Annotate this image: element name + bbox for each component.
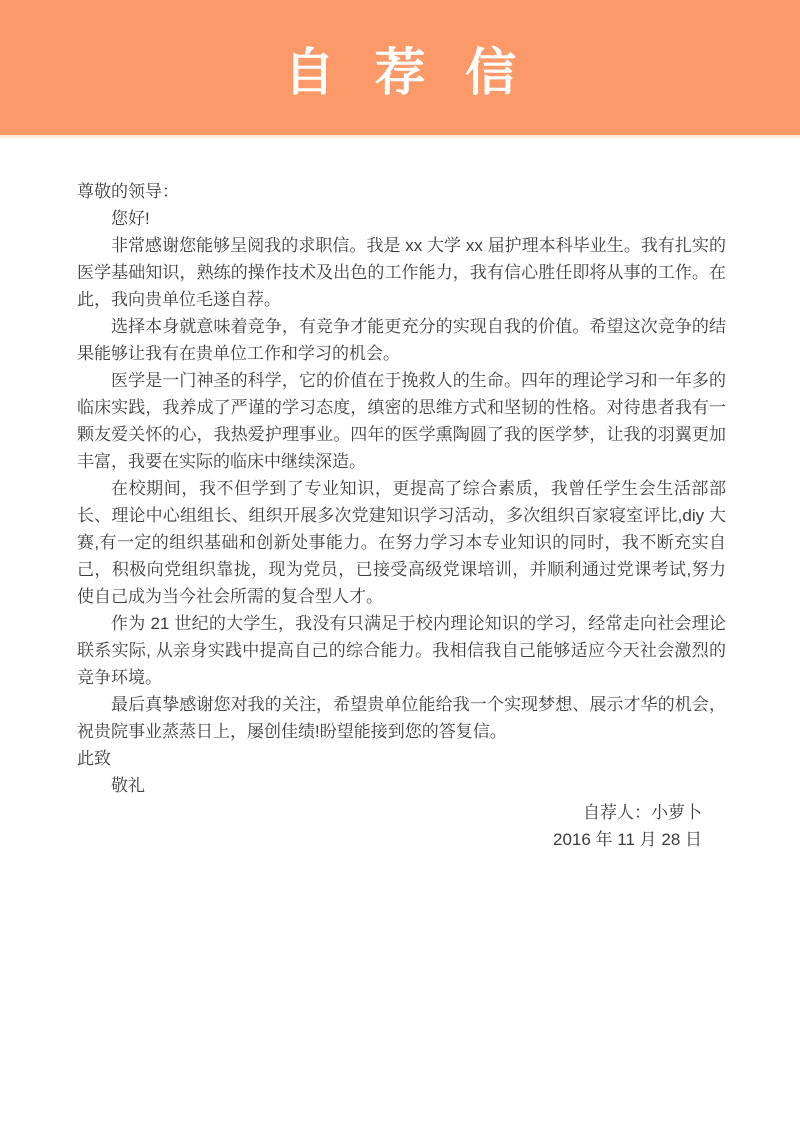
paragraph-medicine: 医学是一门神圣的科学，它的价值在于挽救人的生命。四年的理论学习和一年多的临床实践，我养成了严谨的学习态度，缜密的思维方式和坚韧的性格。对待患者我有一颗友爱关怀的心，我热爱护理事业。四年的医学熏陶圆了我的医学梦，让我的羽翼更加丰富，我要在实际的临床中继续深造。 xyxy=(77,371,726,471)
page-title: 自 荐 信 xyxy=(283,43,529,101)
greeting: 您好! xyxy=(111,209,150,228)
signer-name: 自荐人：小萝卜 xyxy=(583,803,702,822)
closing-cizhi: 此致 xyxy=(77,749,111,768)
title-banner xyxy=(0,0,800,135)
paragraph-society: 作为 21 世纪的大学生，我没有只满足于校内理论知识的学习，经常走向社会理论联系实际, 从亲身实践中提高自己的综合能力。我相信我自己能够适应今天社会激烈的竞争环境。 xyxy=(77,614,726,687)
signature-block xyxy=(77,799,726,853)
paragraph-competition: 选择本身就意味着竞争，有竞争才能更充分的实现自我的价值。希望这次竞争的结果能够让我有在贵单位工作和学习的机会。 xyxy=(77,317,726,363)
signature-date: 2016 年 11 月 28 日 xyxy=(553,830,702,849)
paragraph-intro: 非常感谢您能够呈阅我的求职信。我是 xx 大学 xx 届护理本科毕业生。我有扎实的医学基础知识，熟练的操作技术及出色的工作能力，我有信心胜任即将从事的工作。在此，我向贵单位毛遂自荐。 xyxy=(77,236,726,309)
closing-jingli: 敬礼 xyxy=(111,776,145,795)
letter-body xyxy=(0,138,800,853)
paragraph-campus: 在校期间，我不但学到了专业知识，更提高了综合素质，我曾任学生会生活部部长、理论中心组组长、组织开展多次党建知识学习活动，多次组织百家寝室评比,diy 大赛,有一定的组织基础和创新处事能力。在努力学习本专业知识的同时，我不断充实自己，积极向党组织靠拢，现为党员，已接受高级党课培训，并顺利通过党课考试,努力使自己成为当今社会所需的复合型人才。 xyxy=(77,479,726,606)
paragraph-thanks: 最后真挚感谢您对我的关注，希望贵单位能给我一个实现梦想、展示才华的机会，祝贵院事业蒸蒸日上，屡创佳绩!盼望能接到您的答复信。 xyxy=(77,695,726,741)
salutation: 尊敬的领导： xyxy=(77,182,179,201)
